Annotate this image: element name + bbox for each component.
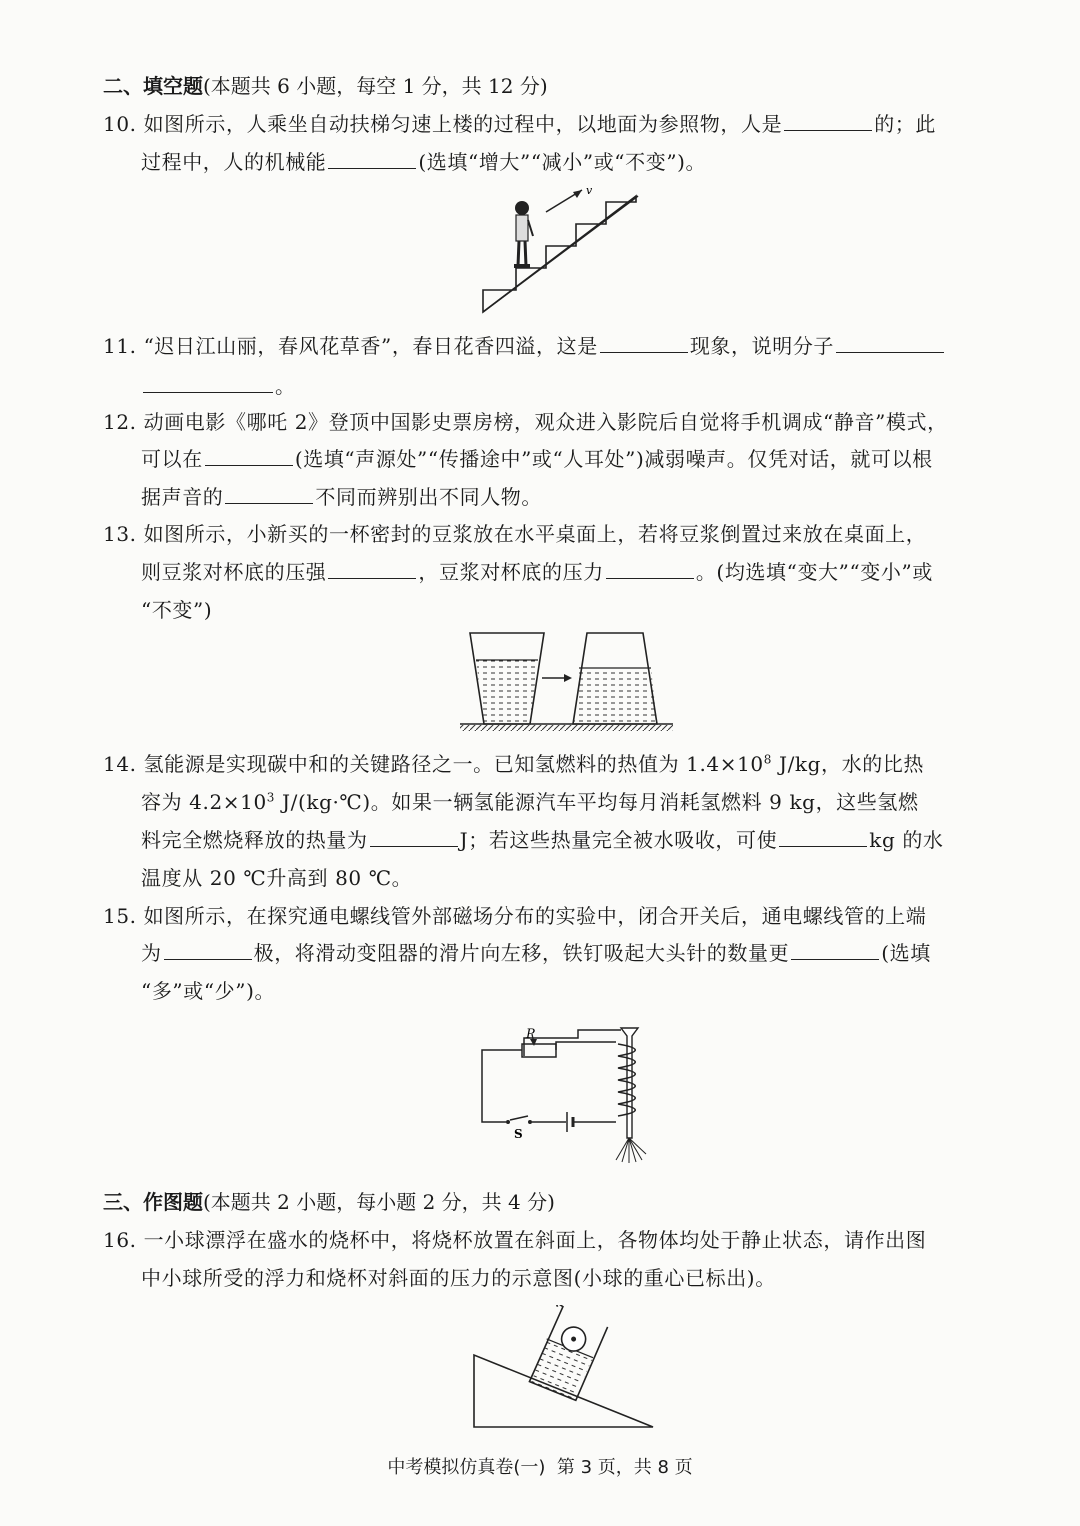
q11-blank-2-cont[interactable] — [143, 374, 273, 393]
q15-text: “多”或“少”)。 — [141, 979, 276, 1003]
q14-exponent: 8 — [763, 752, 772, 767]
q10-line1 — [103, 108, 936, 137]
q15-blank-1[interactable] — [164, 941, 252, 960]
q13-line2 — [141, 556, 933, 585]
pins-icon — [616, 1138, 646, 1163]
solenoid-circuit-figure — [476, 1020, 656, 1165]
q13-text: “不变”) — [141, 598, 213, 622]
escalator-figure — [478, 180, 648, 315]
slider-label-p: P — [526, 1027, 535, 1042]
q11-line1 — [103, 330, 946, 359]
beaker-on-incline-figure — [470, 1305, 660, 1430]
footer-title: 中考模拟仿真卷(一) — [387, 1457, 546, 1478]
q11-text: 。 — [275, 374, 296, 398]
q12-line3 — [141, 481, 542, 510]
q11-blank-2[interactable] — [836, 334, 944, 353]
q16-line2 — [141, 1262, 776, 1291]
q14-line4 — [141, 862, 412, 891]
q12-text: 可以在 — [141, 447, 203, 471]
q12-line1 — [103, 406, 948, 435]
q14-blank-2[interactable] — [779, 828, 867, 847]
section-3-note: (本题共 2 小题，每小题 2 分，共 4 分) — [203, 1190, 555, 1214]
q14-text: 温度从 20 ℃升高到 80 ℃。 — [141, 866, 413, 890]
q13-blank-1[interactable] — [328, 560, 416, 579]
q12-text: (选填“声源处”“传播途中”或“人耳处”)减弱噪声。仅凭对话，就可以根 — [294, 447, 933, 471]
q14-text: 氢能源是实现碳中和的关键路径之一。已知氢燃料的热值为 1.4×10 — [143, 752, 764, 776]
q14-number: 14. — [103, 752, 137, 776]
q16-text: 中小球所受的浮力和烧杯对斜面的压力的示意图(小球的重心已标出)。 — [141, 1266, 776, 1290]
q14-blank-1[interactable] — [370, 828, 458, 847]
section-2-note: (本题共 6 小题，每空 1 分，共 12 分) — [203, 74, 548, 98]
q15-line2 — [141, 937, 931, 966]
q14-line1 — [103, 748, 924, 777]
q15-blank-2[interactable] — [791, 941, 879, 960]
q11-text: 现象，说明分子 — [689, 334, 835, 358]
velocity-label: v — [586, 184, 593, 197]
q14-text: kg 的水 — [869, 828, 944, 852]
q15-line3 — [141, 975, 275, 1004]
q13-number: 13. — [103, 522, 137, 546]
q15-text: 为 — [141, 941, 162, 965]
section-2-title: 二、填空题 — [103, 74, 203, 98]
q12-blank-1[interactable] — [205, 447, 293, 466]
q16-number: 16. — [103, 1228, 137, 1252]
q16-line1 — [103, 1224, 926, 1253]
q15-text: 如图所示，在探究通电螺线管外部磁场分布的实验中，闭合开关后，通电螺线管的上端 — [143, 904, 927, 928]
q13-line3 — [141, 594, 212, 623]
q14-line3 — [141, 824, 944, 853]
page-footer — [0, 1453, 1080, 1479]
section-3-title: 三、作图题 — [103, 1190, 203, 1214]
q10-text: 的；此 — [874, 112, 936, 136]
q13-text: 如图所示，小新买的一杯密封的豆浆放在水平桌面上，若将豆浆倒置过来放在桌面上， — [143, 522, 927, 546]
q15-number: 15. — [103, 904, 137, 928]
q14-exponent: 3 — [266, 790, 276, 805]
q12-text: 动画电影《哪吒 2》登顶中国影史票房榜，观众进入影院后自觉将手机调成“静音”模式， — [143, 410, 948, 434]
q14-text: J/(kg·℃)。如果一辆氢能源汽车平均每月消耗氢燃料 9 kg，这些氢燃 — [275, 790, 919, 814]
q13-text: 。(均选填“变大”“变小”或 — [695, 560, 933, 584]
q10-text: (选填“增大”“减小”或“不变”)。 — [418, 150, 707, 174]
q10-blank-1[interactable] — [784, 112, 872, 131]
person-icon — [514, 201, 533, 268]
q11-text: “迟日江山丽，春风花草香”，春日花香四溢，这是 — [143, 334, 598, 358]
q16-text: 一小球漂浮在盛水的烧杯中，将烧杯放置在斜面上，各物体均处于静止状态，请作出图 — [143, 1228, 927, 1252]
q14-line2 — [141, 786, 919, 815]
soymilk-cups-figure — [458, 628, 678, 733]
switch-label-s: S — [514, 1127, 523, 1141]
q14-text: J；若这些热量完全被水吸收，可使 — [459, 828, 778, 852]
q14-text: J/kg，水的比热 — [772, 752, 925, 776]
section-2-header — [103, 70, 548, 99]
q12-line2 — [141, 443, 933, 472]
q13-blank-2[interactable] — [606, 560, 694, 579]
q10-line2 — [141, 146, 706, 175]
q11-blank-1[interactable] — [600, 334, 688, 353]
q13-text: ，豆浆对杯底的压力 — [418, 560, 604, 584]
section-3-header — [103, 1186, 555, 1215]
q11-number: 11. — [103, 334, 137, 358]
q15-line1 — [103, 900, 926, 929]
q10-text: 如图所示，人乘坐自动扶梯匀速上楼的过程中，以地面为参照物，人是 — [143, 112, 783, 136]
footer-page-number: 第 3 页，共 8 页 — [556, 1457, 693, 1478]
q12-text: 不同而辨别出不同人物。 — [315, 485, 543, 509]
q10-blank-2[interactable] — [328, 150, 416, 169]
q15-text: (选填 — [881, 941, 931, 965]
q10-text: 过程中，人的机械能 — [141, 150, 327, 174]
q12-blank-2[interactable] — [225, 485, 313, 504]
q13-line1 — [103, 518, 926, 547]
q14-text: 料完全燃烧释放的热量为 — [141, 828, 368, 852]
q15-text: 极，将滑动变阻器的滑片向左移，铁钉吸起大头针的数量更 — [253, 941, 790, 965]
q14-text: 容为 4.2×10 — [141, 790, 267, 814]
q12-text: 据声音的 — [141, 485, 224, 509]
q13-text: 则豆浆对杯底的压强 — [141, 560, 327, 584]
q12-number: 12. — [103, 410, 137, 434]
q10-number: 10. — [103, 112, 137, 136]
q11-line2 — [141, 370, 296, 399]
